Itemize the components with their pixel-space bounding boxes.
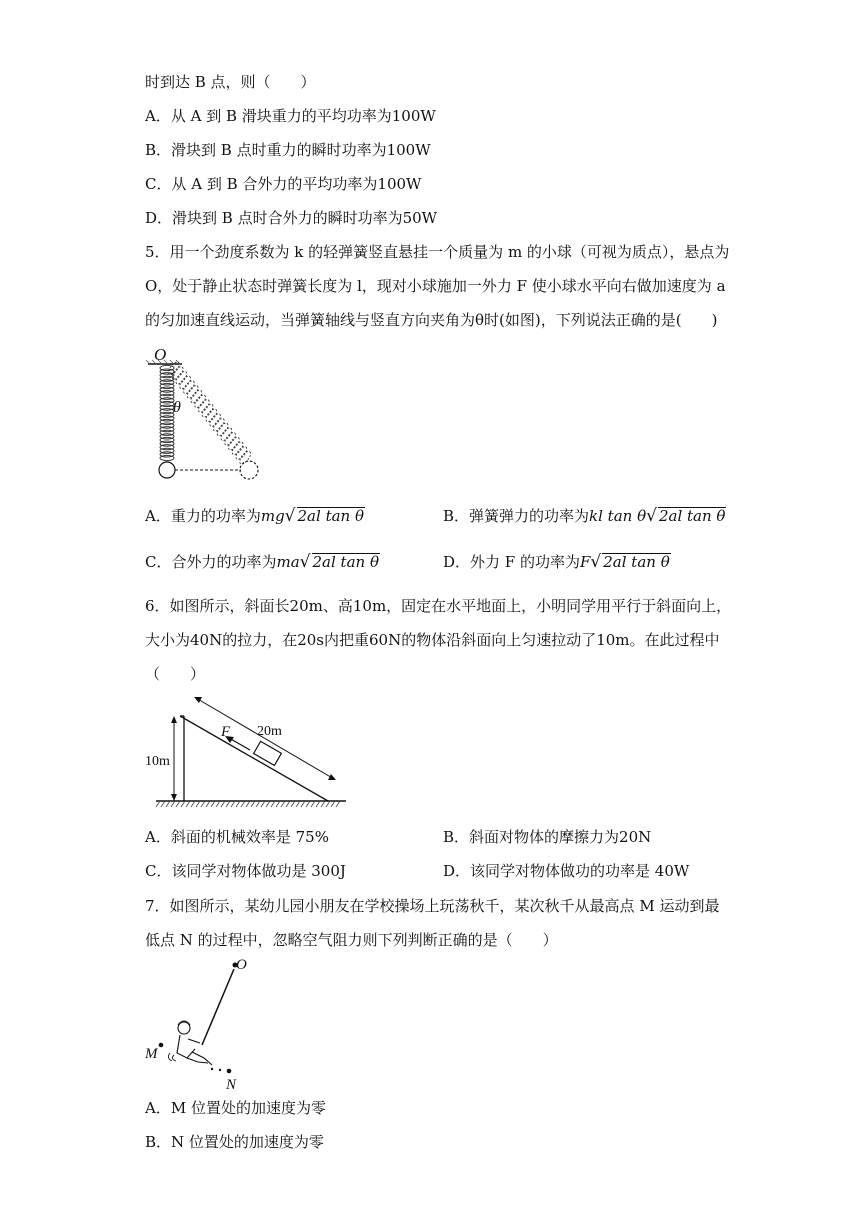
q6-label-force: F: [221, 724, 231, 740]
q5-option-b: B．弹簧弹力的功率为kl tan θ√ 2al tan θ: [443, 506, 726, 526]
q6-stem-line1: 6．如图所示，斜面长20m、高10m，固定在水平地面上，小明同学用平行于斜面向上，: [145, 597, 732, 615]
q6-option-d: D．该同学对物体做功的功率是 40W: [443, 862, 690, 880]
q7-swing-figure: [140, 955, 270, 1095]
q7-stem-line1: 7．如图所示，某幼儿园小朋友在学校操场上玩荡秋千，某次秋千从最高点 M 运动到最: [145, 897, 720, 915]
q7-label-o: O: [236, 957, 247, 973]
q6-incline-figure: [140, 690, 360, 815]
q4-option-b: B．滑块到 B 点时重力的瞬时功率为100W: [145, 141, 431, 159]
q6-label-length: 20m: [257, 724, 282, 739]
q5-stem-line1: 5．用一个劲度系数为 k 的轻弹簧竖直悬挂一个质量为 m 的小球（可视为质点），悬点为: [145, 243, 730, 261]
q7-option-b: B．N 位置处的加速度为零: [145, 1133, 324, 1151]
q6-stem-line2: 大小为40N的拉力，在20s内把重60N的物体沿斜面向上匀速拉动了10m。在此过程中: [145, 631, 720, 649]
q4-option-d: D．滑块到 B 点时合外力的瞬时功率为50W: [145, 209, 438, 227]
q7-option-a: A．M 位置处的加速度为零: [145, 1099, 326, 1117]
q6-option-a: A．斜面的机械效率是 75%: [145, 828, 329, 846]
q5-label-o: O: [154, 345, 167, 364]
q7-label-n: N: [226, 1077, 237, 1093]
q6-option-b: B．斜面对物体的摩擦力为20N: [443, 828, 652, 846]
q5-option-d-coef: F: [579, 553, 591, 571]
q5-option-d-prefix: D．外力 F 的功率为: [443, 553, 580, 571]
q6-label-height: 10m: [145, 754, 170, 769]
q5-spring-figure: [140, 340, 280, 490]
q5-option-b-radicand: 2al tan θ: [658, 507, 726, 525]
q4-option-a: A．从 A 到 B 滑块重力的平均功率为100W: [145, 107, 436, 125]
q5-option-c-radicand: 2al tan θ: [312, 553, 379, 571]
q5-stem-line2: O，处于静止状态时弹簧长度为 l，现对小球施加一外力 F 使小球水平向右做加速度为 a: [145, 277, 726, 295]
q5-stem-line3: 的匀加速直线运动，当弹簧轴线与竖直方向夹角为θ时(如图)，下列说法正确的是( ): [145, 311, 718, 329]
q6-stem-line3: （ ）: [145, 665, 206, 683]
q5-option-c-coef: ma: [276, 553, 300, 571]
q7-label-m: M: [145, 1046, 158, 1062]
q4-stem-end: 时到达 B 点，则（ ）: [145, 73, 316, 91]
q5-option-d: D．外力 F 的功率为F√ 2al tan θ: [443, 552, 670, 572]
q5-option-a-radicand: 2al tan θ: [297, 507, 364, 525]
q5-option-d-radicand: 2al tan θ: [603, 553, 670, 571]
q4-option-c: C．从 A 到 B 合外力的平均功率为100W: [145, 175, 422, 193]
q7-stem-line2: 低点 N 的过程中，忽略空气阻力则下列判断正确的是（ ）: [145, 931, 558, 949]
q5-option-c-prefix: C．合外力的功率为: [145, 553, 277, 571]
q5-option-a: A．重力的功率为mg√ 2al tan θ: [145, 506, 364, 526]
q5-option-b-coef: kl tan θ: [589, 507, 647, 525]
q5-option-c: C．合外力的功率为ma√ 2al tan θ: [145, 552, 379, 572]
q6-option-c: C．该同学对物体做功是 300J: [145, 862, 346, 880]
q5-label-theta: θ: [173, 399, 181, 416]
q5-option-a-coef: mg: [260, 507, 285, 525]
q5-option-a-prefix: A．重力的功率为: [145, 507, 261, 525]
q5-option-b-prefix: B．弹簧弹力的功率为: [443, 507, 590, 525]
